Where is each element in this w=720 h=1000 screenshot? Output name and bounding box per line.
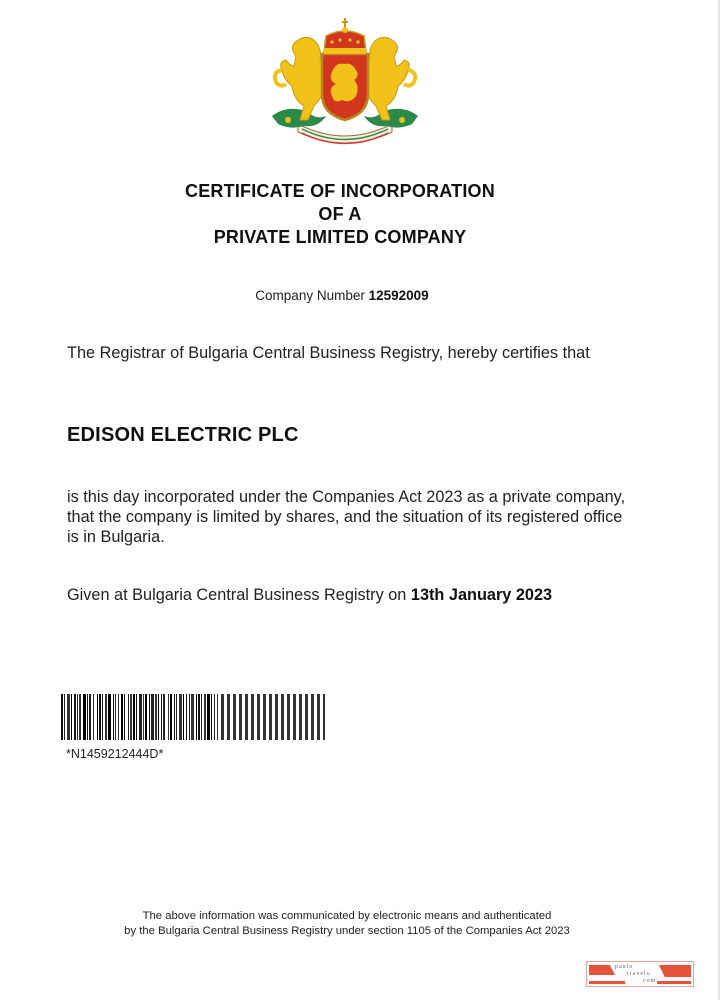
footer-line-2: by the Bulgaria Central Business Registry under section 1105 of the Companies Act 2023 xyxy=(124,925,570,937)
barcode xyxy=(61,694,324,740)
watermark-text-2: travels. xyxy=(627,971,653,977)
coat-of-arms-icon xyxy=(268,16,422,146)
authentication-footer xyxy=(0,909,694,939)
company-number-label: Company Number xyxy=(255,288,365,303)
watermark-text-1: paulo xyxy=(615,964,634,970)
watermark-logo xyxy=(586,961,694,987)
footer-line-1: The above information was communicated by electronic means and authenticated xyxy=(142,910,552,922)
watermark-text-3: com xyxy=(643,978,657,984)
watermark-stripe xyxy=(589,965,615,975)
incorporation-text: is this day incorporated under the Companies Act 2023 as a private company, that the company is limited by shares, and the situation of its registered office is in Bulgaria. xyxy=(67,488,626,546)
given-at-row xyxy=(67,586,552,605)
company-number-value: 12592009 xyxy=(368,288,429,303)
registrar-certifies-text: The Registrar of Bulgaria Central Business Registry, hereby certifies that xyxy=(67,344,590,362)
company-name: EDISON ELECTRIC PLC xyxy=(67,424,299,446)
watermark-stripe xyxy=(657,981,691,984)
company-number-row xyxy=(0,288,684,303)
given-date: 13th January 2023 xyxy=(410,586,553,604)
title-line-1: CERTIFICATE OF INCORPORATION xyxy=(185,181,495,201)
title-line-3: PRIVATE LIMITED COMPANY xyxy=(213,227,467,247)
given-at-label: Given at Bulgaria Central Business Registry on xyxy=(67,586,407,604)
title-line-2: OF A xyxy=(318,204,362,224)
watermark-stripe xyxy=(589,981,625,984)
certificate-title xyxy=(0,180,680,249)
watermark-stripe xyxy=(659,965,691,977)
barcode-text: *N1459212444D* xyxy=(66,747,164,761)
